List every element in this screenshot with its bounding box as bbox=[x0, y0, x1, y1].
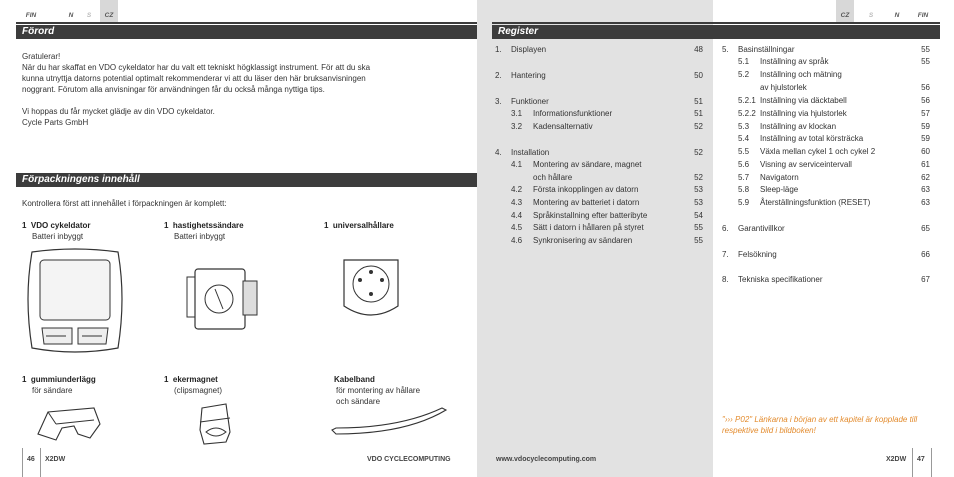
lang-tab[interactable]: FIN bbox=[25, 12, 37, 19]
toc-entry[interactable] bbox=[495, 222, 703, 233]
intro-line: Vi hoppas du får mycket glädje av din VDO cykeldator. bbox=[22, 107, 215, 116]
toc-number: 6. bbox=[722, 224, 729, 233]
toc-number: 5.6 bbox=[738, 160, 750, 169]
toc-number: 5.8 bbox=[738, 185, 750, 194]
section-title: Förpackningens innehåll bbox=[22, 174, 140, 185]
toc-page-number: 51 bbox=[694, 97, 703, 106]
intro-line: kunna utnyttja datorns potential optimalt rekommenderar vi att du läser den här bruksanvisningen bbox=[22, 74, 366, 83]
toc-label: Inställning av språk bbox=[760, 57, 829, 66]
toc-page-number: 51 bbox=[694, 109, 703, 118]
toc-entry[interactable] bbox=[495, 44, 703, 55]
item-name: VDO cykeldator bbox=[30, 221, 91, 230]
toc-entry[interactable] bbox=[722, 133, 930, 144]
intro-text bbox=[22, 51, 472, 128]
toc-number: 3.1 bbox=[511, 109, 523, 118]
toc-page-number: 52 bbox=[694, 122, 703, 131]
toc-label: Inställning och mätning bbox=[760, 70, 842, 79]
lang-tab-selected[interactable]: CZ bbox=[836, 0, 854, 22]
toc-number: 5.7 bbox=[738, 173, 750, 182]
toc-page-number: 60 bbox=[921, 147, 930, 156]
toc-entry[interactable] bbox=[722, 184, 930, 195]
toc-page-number: 59 bbox=[921, 134, 930, 143]
toc-number: 4.3 bbox=[511, 198, 523, 207]
speed-sensor-illustration bbox=[183, 265, 263, 335]
spoke-magnet-illustration bbox=[196, 402, 236, 446]
toc-label: Funktioner bbox=[511, 97, 549, 106]
toc-page-number: 53 bbox=[694, 198, 703, 207]
toc-label: Installation bbox=[511, 148, 550, 157]
toc-entry[interactable] bbox=[722, 108, 930, 119]
toc-entry[interactable] bbox=[722, 274, 930, 285]
lang-tab[interactable]: N bbox=[894, 12, 900, 19]
item-name: ekermagnet bbox=[172, 375, 218, 384]
toc-label: Sleep-läge bbox=[760, 185, 799, 194]
toc-label: Sätt i datorn i hållaren på styret bbox=[533, 223, 644, 232]
intro-line: noggrant. Förutom alla anvisningar för användningen får du också många nyttiga tips. bbox=[22, 85, 325, 94]
item-name: gummiunderlägg bbox=[30, 375, 96, 384]
toc-entry[interactable] bbox=[495, 210, 703, 221]
toc-label: och hållare bbox=[533, 173, 573, 182]
toc-entry[interactable] bbox=[722, 95, 930, 106]
toc-number: 5.2.2 bbox=[738, 109, 756, 118]
toc-page-number: 56 bbox=[921, 96, 930, 105]
toc-entry[interactable] bbox=[495, 147, 703, 158]
toc-entry[interactable] bbox=[722, 172, 930, 183]
toc-number: 4. bbox=[495, 148, 502, 157]
footer-separator bbox=[912, 448, 913, 477]
toc-page-number: 48 bbox=[694, 45, 703, 54]
toc-entry[interactable] bbox=[722, 159, 930, 170]
toc-page-number: 55 bbox=[694, 223, 703, 232]
toc-number: 5.2.1 bbox=[738, 96, 756, 105]
toc-number: 3. bbox=[495, 97, 502, 106]
toc-entry[interactable] bbox=[495, 235, 703, 246]
toc-label: Tekniska specifikationer bbox=[738, 275, 823, 284]
toc-page-number: 59 bbox=[921, 122, 930, 131]
toc-label: Hantering bbox=[511, 71, 546, 80]
intro-line: Cycle Parts GmbH bbox=[22, 118, 89, 127]
package-item bbox=[334, 374, 420, 407]
toc-label: Språkinstallning efter batteribyte bbox=[533, 211, 648, 220]
toc-number: 5.9 bbox=[738, 198, 750, 207]
toc-number: 5.5 bbox=[738, 147, 750, 156]
toc-label: Första inkopplingen av datorn bbox=[533, 185, 639, 194]
toc-number: 4.5 bbox=[511, 223, 523, 232]
rubber-pad-illustration bbox=[34, 404, 104, 444]
toc-entry[interactable] bbox=[495, 197, 703, 208]
toc-page-number: 67 bbox=[921, 275, 930, 284]
toc-label: Montering av batteriet i datorn bbox=[533, 198, 640, 207]
toc-entry[interactable] bbox=[722, 223, 930, 234]
universal-holder-illustration bbox=[336, 254, 406, 324]
toc-number: 5.1 bbox=[738, 57, 750, 66]
toc-number: 7. bbox=[722, 250, 729, 259]
toc-label: Informationsfunktioner bbox=[533, 109, 613, 118]
toc-page-number: 55 bbox=[921, 45, 930, 54]
top-rule-left bbox=[16, 22, 477, 24]
toc-label: Inställning av klockan bbox=[760, 122, 837, 131]
toc-entry[interactable] bbox=[722, 69, 930, 80]
toc-number: 3.2 bbox=[511, 122, 523, 131]
toc-label: Navigatorn bbox=[760, 173, 799, 182]
item-sub: för sändare bbox=[32, 386, 73, 395]
intro-line: Gratulerar! bbox=[22, 52, 61, 61]
toc-number: 2. bbox=[495, 71, 502, 80]
toc-entry[interactable] bbox=[495, 184, 703, 195]
toc-label: Displayen bbox=[511, 45, 547, 54]
toc-entry[interactable] bbox=[495, 159, 703, 170]
toc-label: Montering av sändare, magnet bbox=[533, 160, 642, 169]
item-sub: för montering av hållare bbox=[336, 386, 421, 395]
toc-entry[interactable] bbox=[495, 96, 703, 107]
bike-computer-illustration bbox=[22, 248, 128, 356]
top-rule-right bbox=[492, 22, 940, 24]
toc-number: 4.2 bbox=[511, 185, 523, 194]
toc-number: 4.1 bbox=[511, 160, 523, 169]
toc-number: 5.4 bbox=[738, 134, 750, 143]
toc-page-number: 50 bbox=[694, 71, 703, 80]
toc-entry[interactable] bbox=[495, 172, 703, 183]
toc-page-number: 56 bbox=[921, 83, 930, 92]
toc-label: Återställningsfunktion (RESET) bbox=[760, 198, 871, 207]
toc-label: Visning av serviceintervall bbox=[760, 160, 852, 169]
toc-page-number: 55 bbox=[921, 57, 930, 66]
toc-page-number: 52 bbox=[694, 148, 703, 157]
toc-entry[interactable] bbox=[722, 82, 930, 93]
lang-tab[interactable]: S bbox=[868, 12, 874, 19]
toc-number: 8. bbox=[722, 275, 729, 284]
lang-tab-selected[interactable]: CZ bbox=[100, 0, 118, 22]
contents-intro: Kontrollera först att innehållet i förpackningen är komplett: bbox=[22, 199, 227, 208]
toc-entry[interactable] bbox=[495, 70, 703, 81]
toc-label: Basinställningar bbox=[738, 45, 795, 54]
toc-page-number: 63 bbox=[921, 198, 930, 207]
footer-separator bbox=[22, 448, 23, 477]
toc-page-number: 52 bbox=[694, 173, 703, 182]
item-sub: Batteri inbyggt bbox=[174, 232, 226, 241]
toc-number: 5.3 bbox=[738, 122, 750, 131]
toc-page-number: 63 bbox=[921, 185, 930, 194]
toc-page-number: 66 bbox=[921, 250, 930, 259]
toc-label: Inställning via hjulstorlek bbox=[760, 109, 847, 118]
cable-tie-illustration bbox=[330, 404, 452, 438]
toc-entry[interactable] bbox=[722, 249, 930, 260]
footer-model: X2DW bbox=[886, 456, 907, 463]
item-sub: Batteri inbyggt bbox=[32, 232, 84, 241]
toc-label: av hjulstorlek bbox=[760, 83, 807, 92]
footer-url[interactable]: www.vdocyclecomputing.com bbox=[496, 456, 597, 463]
item-sub: (clipsmagnet) bbox=[174, 386, 223, 395]
toc-label: Växla mellan cykel 1 och cykel 2 bbox=[760, 147, 876, 156]
footer-page-number: 46 bbox=[27, 456, 35, 463]
toc-entry[interactable] bbox=[495, 108, 703, 119]
package-item: 1 ekermagnet (clipsmagnet) bbox=[164, 375, 223, 395]
toc-label: Garantivillkor bbox=[738, 224, 785, 233]
item-name: hastighetssändare bbox=[172, 221, 244, 230]
toc-page-number: 65 bbox=[921, 224, 930, 233]
lang-tab[interactable]: FIN bbox=[917, 12, 929, 19]
toc-entry[interactable] bbox=[722, 56, 930, 67]
toc-number: 5.2 bbox=[738, 70, 750, 79]
toc-label: Synkronisering av sändaren bbox=[533, 236, 633, 245]
footer-page-number: 47 bbox=[917, 456, 925, 463]
toc-label: Inställning av total körsträcka bbox=[760, 134, 864, 143]
register-title: Register bbox=[498, 26, 539, 37]
package-item: 1 universalhållare bbox=[324, 221, 394, 230]
toc-entry[interactable] bbox=[722, 44, 930, 55]
package-item: 1 VDO cykeldator Batteri inbyggt bbox=[22, 221, 91, 241]
toc-page-number: 62 bbox=[921, 173, 930, 182]
lang-tab[interactable]: S bbox=[86, 12, 92, 19]
package-item: 1 gummiunderlägg för sändare bbox=[22, 375, 96, 395]
section-title: Förord bbox=[22, 26, 55, 37]
toc-number: 1. bbox=[495, 45, 502, 54]
package-item: 1 hastighetssändare Batteri inbyggt bbox=[164, 221, 244, 241]
toc-page-number: 57 bbox=[921, 109, 930, 118]
item-name: universalhållare bbox=[332, 221, 394, 230]
toc-entry[interactable] bbox=[495, 121, 703, 132]
toc-label: Kadensalternativ bbox=[533, 122, 593, 131]
toc-number: 5. bbox=[722, 45, 729, 54]
section-title-bar bbox=[16, 173, 477, 187]
register-title-bar bbox=[492, 25, 940, 39]
footer-brand: VDO CYCLECOMPUTING bbox=[367, 456, 451, 463]
footer-separator bbox=[931, 448, 932, 477]
lang-tab[interactable]: N bbox=[68, 12, 74, 19]
toc-entry[interactable] bbox=[722, 146, 930, 157]
language-tabs-left bbox=[16, 0, 126, 22]
toc-page-number: 61 bbox=[921, 160, 930, 169]
toc-page-number: 54 bbox=[694, 211, 703, 220]
chapter-links-note: "››› P02" Länkarna i början av ett kapitel är kopplade till respektive bild i bildboken! bbox=[722, 415, 918, 435]
intro-line: När du har skaffat en VDO cykeldator har du valt ett tekniskt högklassigt instrument. För att du ska bbox=[22, 63, 371, 72]
toc-number: 4.6 bbox=[511, 236, 523, 245]
toc-entry[interactable] bbox=[722, 197, 930, 208]
toc-page-number: 55 bbox=[694, 236, 703, 245]
item-name: Kabelband bbox=[334, 375, 375, 384]
language-tabs-right bbox=[832, 0, 940, 22]
section-title-bar bbox=[16, 25, 477, 39]
toc-number: 4.4 bbox=[511, 211, 523, 220]
toc-page-number: 53 bbox=[694, 185, 703, 194]
toc-entry[interactable] bbox=[722, 121, 930, 132]
item-sub: och sändare bbox=[336, 397, 381, 406]
footer-separator bbox=[40, 448, 41, 477]
toc-label: Felsökning bbox=[738, 250, 777, 259]
toc-label: Inställning via däcktabell bbox=[760, 96, 847, 105]
footer-model: X2DW bbox=[45, 456, 66, 463]
